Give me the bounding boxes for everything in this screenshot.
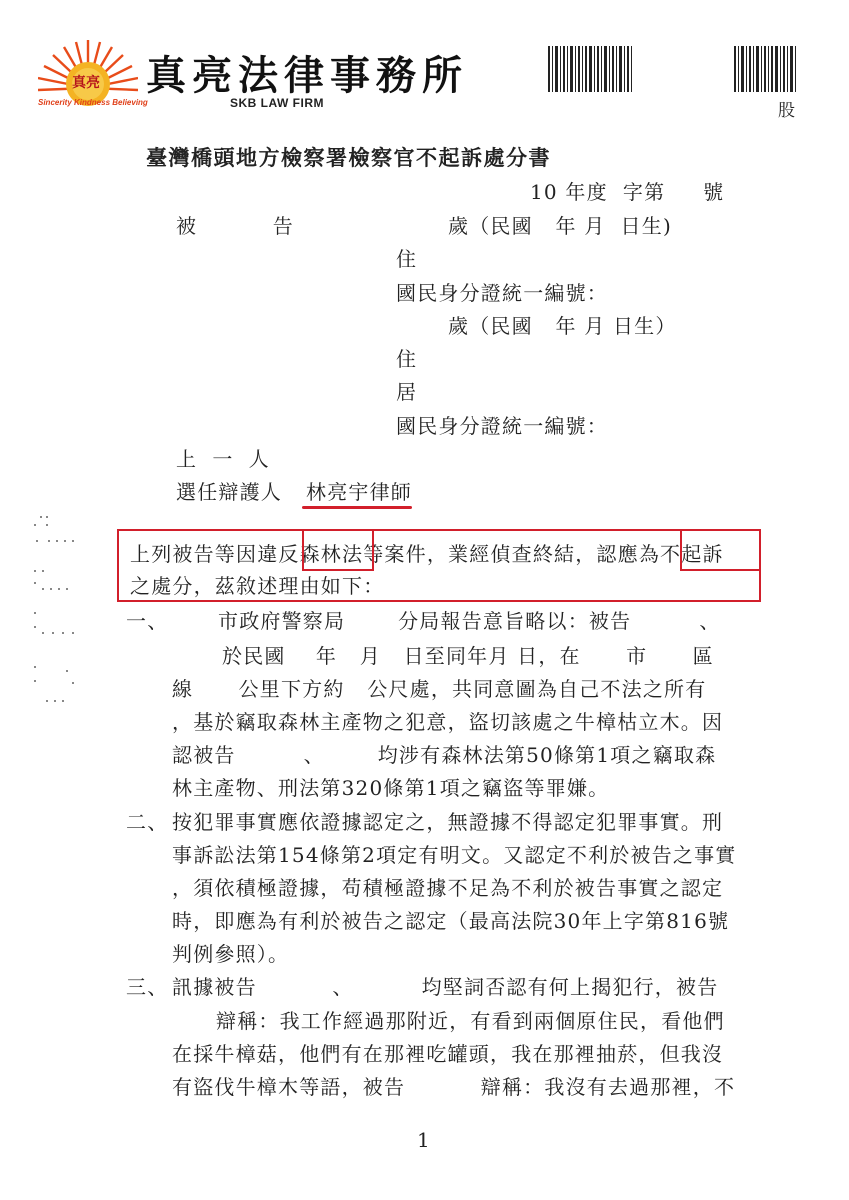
section-2-number: 二、	[126, 810, 169, 834]
firm-slogan: Sincerity Kindness Believing	[38, 98, 148, 107]
section-3-line: 有盜伐牛樟木等語，被告 辯稱：我沒有去過那裡，不	[172, 1075, 736, 1099]
section-1-number: 一、	[126, 609, 169, 633]
section-1-line: 市政府警察局 分局報告意旨略以：被告 、	[218, 609, 721, 633]
section-1-line: 於民國 年 月 日至同年月 日，在 市 區	[222, 644, 714, 668]
intro-line-1	[130, 538, 724, 567]
counsel-label: 選任辯護人	[176, 480, 282, 504]
section-2-line: 判例參照）。	[172, 942, 290, 966]
section-3-line: 在採牛樟菇，他們有在那裡吃罐頭，我在那裡抽菸，但我沒	[172, 1042, 724, 1066]
section-2-line: 事訴訟法第154條第2項定有明文。又認定不利於被告之事實	[172, 843, 737, 867]
same-as-above-label: 上 一 人	[176, 447, 270, 471]
section-3-line: 訊據被告 、 均堅詞否認有何上揭犯行，被告	[172, 975, 719, 999]
defendant-1-id: 國民身分證統一編號：	[396, 281, 608, 305]
page-number: 1	[417, 1128, 430, 1152]
division-label: 股	[778, 101, 795, 121]
counsel-name: 林亮宇律師	[306, 480, 412, 504]
section-1-line: ，基於竊取森林主產物之犯意，盜切該處之牛樟枯立木。因	[172, 710, 724, 734]
intro-line-2: 之處分，茲敘述理由如下：	[130, 574, 385, 598]
section-1-line: 認被告 、 均涉有森林法第50條第1項之竊取森	[172, 743, 717, 767]
barcode-right	[734, 46, 798, 92]
defendant-label: 被 告	[176, 214, 294, 238]
section-2-line: 按犯罪事實應依證據認定之，無證據不得認定犯罪事實。刑	[172, 810, 724, 834]
law-name-text: 森林法	[299, 542, 364, 566]
decision-highlight-box	[680, 529, 761, 571]
section-2-line: ，須依積極證據，苟積極證據不足為不利於被告事實之認定	[172, 876, 724, 900]
section-1-line: 林主產物、刑法第320條第1項之竊盜等罪嫌。	[172, 776, 610, 800]
defendant-2-residence: 居	[396, 380, 418, 404]
defendant-2-birth: 歲（民國 年 月 日生）	[448, 314, 677, 338]
intro-part-b: 等案件，業經偵查終結，認應為	[363, 542, 661, 566]
intro-part-a: 上列被告等因違反	[130, 542, 300, 566]
barcode-left	[548, 46, 634, 92]
section-2-line: 時，即應為有利於被告之認定（最高法院30年上字第816號	[172, 909, 730, 933]
case-number: 10 年度 字第 號	[530, 180, 725, 204]
defendant-1-address: 住	[396, 247, 418, 271]
logo-text: 真亮	[72, 75, 100, 91]
law-name-highlight-box	[299, 529, 374, 571]
firm-name: 真亮法律事務所	[146, 52, 468, 99]
section-3-number: 三、	[126, 975, 169, 999]
decision-text: 不起訴	[660, 542, 724, 566]
defendant-2-id: 國民身分證統一編號：	[396, 414, 608, 438]
section-3-line: 辯稱：我工作經過那附近，有看到兩個原住民，看他們	[216, 1009, 725, 1033]
defendant-2-address: 住	[396, 347, 418, 371]
defendant-1-birth: 歲（民國 年 月 日生)	[448, 214, 672, 238]
counsel-name-underline	[302, 506, 412, 509]
section-1-line: 線 公里下方約 公尺處，共同意圖為自己不法之所有	[172, 677, 707, 701]
document-title: 臺灣橋頭地方檢察署檢察官不起訴處分書	[146, 145, 551, 170]
firm-name-en: SKB LAW FIRM	[230, 96, 324, 110]
